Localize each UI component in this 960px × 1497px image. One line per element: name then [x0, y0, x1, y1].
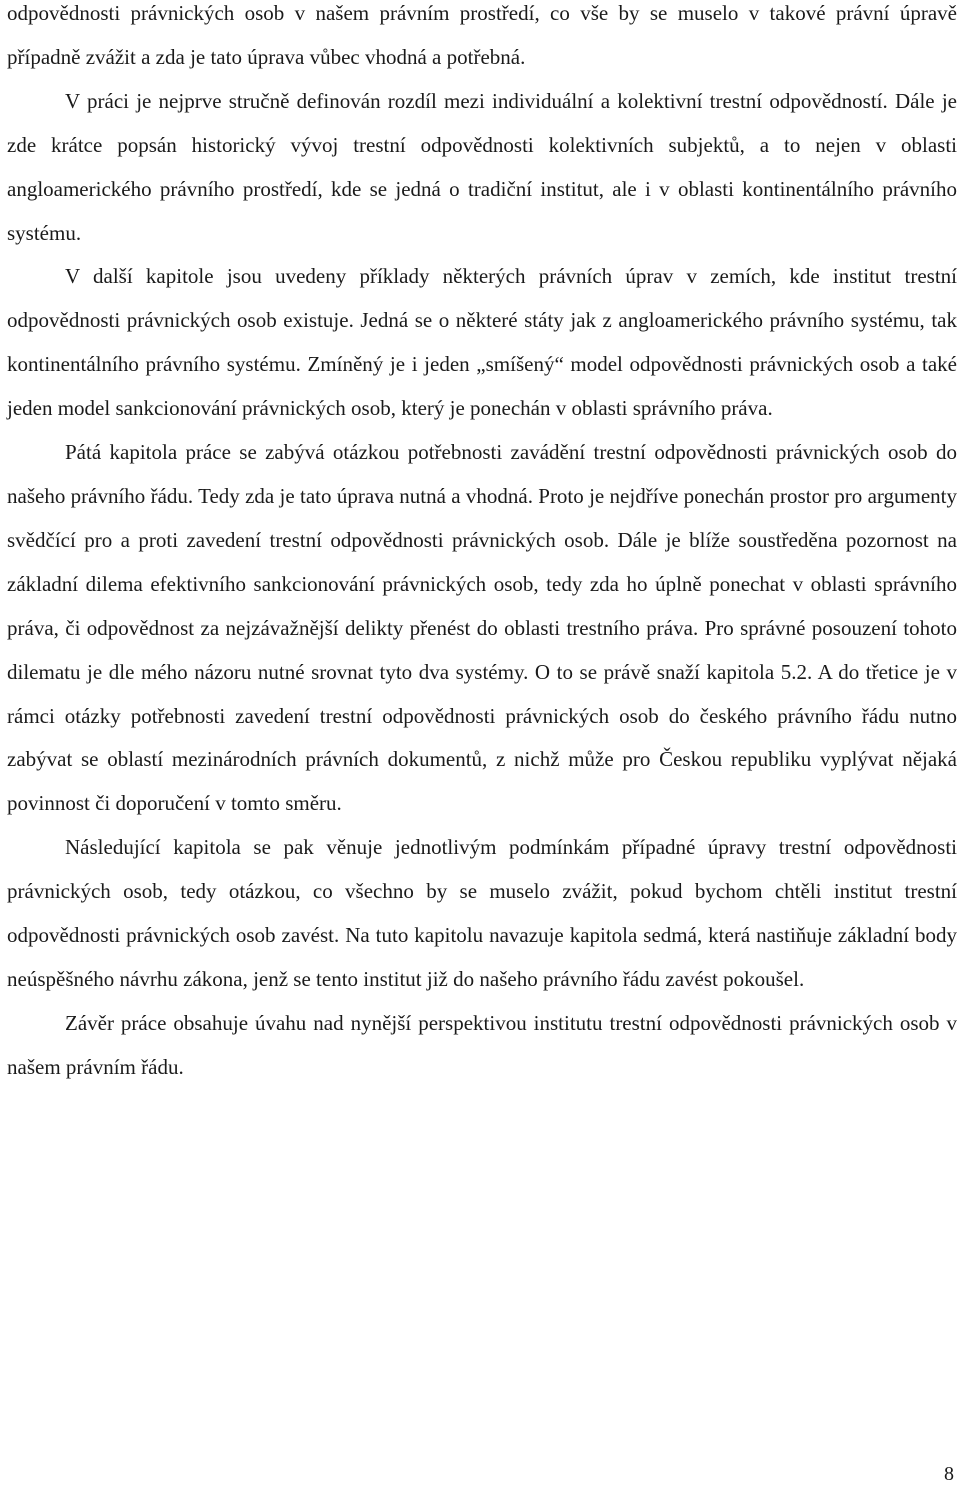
- page-body: [7, 0, 957, 1090]
- paragraph-chapter-six-seven: Následující kapitola se pak věnuje jednotlivým podmínkám případné úpravy trestní odpovědnosti právnických osob, tedy otázkou, co všechno by se muselo zvážit, pokud bychom chtěli institut trestní odpovědnosti právnických osob zavést. Na tuto kapitolu navazuje kapitola sedmá, která nastiňuje základní body neúspěšného návrhu zákona, jenž se tento institut již do našeho právního řádu zavést pokoušel.: [7, 835, 957, 991]
- paragraph-conclusion: Závěr práce obsahuje úvahu nad nynější perspektivou institutu trestní odpovědnosti právnických osob v našem právním řádu.: [7, 1010, 957, 1079]
- paragraph-legal-examples: V další kapitole jsou uvedeny příklady některých právních úprav v zemích, kde institut trestní odpovědnosti právnických osob existuje. Jedná se o některé státy jak z angloamerického právního systému, tak kontinentálního právního systému. Zmíněný je i jeden „smíšený“ model odpovědnosti právnických osob a také jeden model sankcionování právnických osob, který je ponechán v oblasti správního práva.: [7, 264, 957, 421]
- paragraph-thesis-structure: V práci je nejprve stručně definován rozdíl mezi individuální a kolektivní trestní odpovědností. Dále je zde krátce popsán historický vývoj trestní odpovědnosti kolektivních subjektů, a to nejen v oblasti angloamerického právního prostředí, kde se jedná o tradiční institut, ale i v oblasti kontinentálního právního systému.: [7, 88, 957, 245]
- page-number: 8: [944, 1463, 954, 1485]
- paragraph-continuation: odpovědnosti právnických osob v našem právním prostředí, co vše by se muselo v takové právní úpravě případně zvážit a zda je tato úprava vůbec vhodná a potřebná.: [7, 1, 957, 69]
- paragraph-chapter-five: Pátá kapitola práce se zabývá otázkou potřebnosti zavádění trestní odpovědnosti právnických osob do našeho právního řádu. Tedy zda je tato úprava nutná a vhodná. Proto je nejdříve ponechán prostor pro argumenty svědčící pro a proti zavedení trestní odpovědnosti právnických osob. Dále je blíže soustředěna pozornost na základní dilema efektivního sankcionování právnických osob, tedy zda ho úplně ponechat v oblasti správního práva, či odpovědnost za nejzávažnější delikty přenést do oblasti trestního práva. Pro správné posouzení tohoto dilematu je dle mého názoru nutné srovnat tyto dva systémy. O to se právě snaží kapitola 5.2. A do třetice je v rámci otázky potřebnosti zavedení trestní odpovědnosti právnických osob do českého právního řádu nutno zabývat se oblastí mezinárodních právních dokumentů, z nichž může pro Českou republiku vyplývat nějaká povinnost či doporučení v tomto směru.: [7, 440, 957, 816]
